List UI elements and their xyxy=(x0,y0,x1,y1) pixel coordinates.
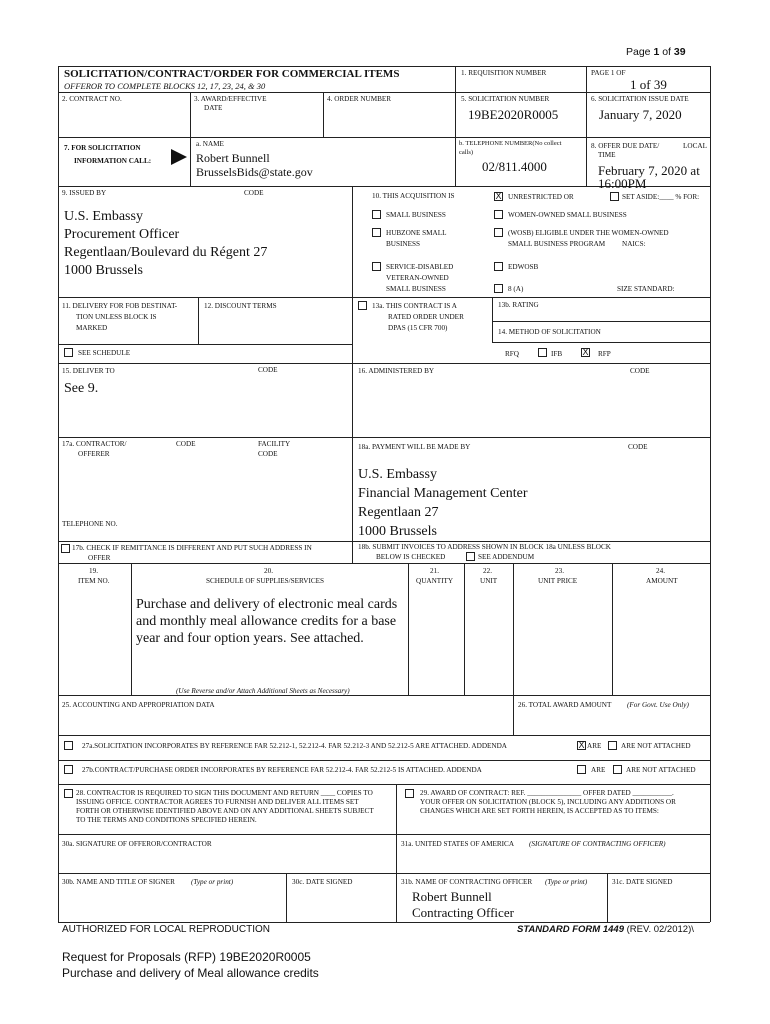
29-line-3: CHANGES WHICH ARE SET FORTH HEREIN, IS ACCEPTED AS TO ITEMS: xyxy=(420,807,659,815)
local-reproduction: AUTHORIZED FOR LOCAL REPRODUCTION xyxy=(62,924,270,935)
date-signed-label: 30c. DATE SIGNED xyxy=(292,878,353,886)
27b-are-label: ARE xyxy=(591,766,606,774)
offer-due-time: TIME xyxy=(598,151,616,159)
payment-code-label: CODE xyxy=(628,443,648,451)
co-signature-label: (SIGNATURE OF CONTRACTING OFFICER) xyxy=(529,840,666,848)
women-owned-checkbox[interactable] xyxy=(494,210,503,219)
hubzone-label-2: BUSINESS xyxy=(386,240,420,248)
27a-not-checkbox[interactable] xyxy=(608,741,617,750)
administered-by-label: 16. ADMINISTERED BY xyxy=(358,367,435,375)
size-standard-label: SIZE STANDARD: xyxy=(617,285,675,293)
col-amount: AMOUNT xyxy=(646,577,678,585)
delivery-fob-label-3: MARKED xyxy=(76,324,108,332)
see-schedule-checkbox[interactable] xyxy=(64,348,73,357)
issuer-line-2: Procurement Officer xyxy=(64,227,180,242)
contractor-code-label: CODE xyxy=(176,440,196,448)
unrestricted-checkbox[interactable]: X xyxy=(495,191,502,201)
col-quantity: QUANTITY xyxy=(416,577,454,585)
solicitation-date-value: January 7, 2020 xyxy=(599,107,682,122)
col-21-num: 21. xyxy=(430,567,439,575)
rfp-label: RFP xyxy=(598,350,611,358)
payment-line-1: U.S. Embassy xyxy=(358,467,437,482)
col-23-num: 23. xyxy=(555,567,564,575)
co-type-label: (Type or print) xyxy=(545,878,588,886)
27b-not-label: ARE NOT ATTACHED xyxy=(626,766,696,774)
issued-code-label: CODE xyxy=(244,189,264,197)
issuer-line-3: Regentlaan/Boulevard du Régent 27 xyxy=(64,245,268,260)
discount-terms-label: 12. DISCOUNT TERMS xyxy=(204,302,277,310)
contact-email: BrusselsBids@state.gov xyxy=(196,165,313,179)
sdvosb-label-2: VETERAN-OWNED xyxy=(386,274,449,282)
28-line-1: 28. CONTRACTOR IS REQUIRED TO SIGN THIS DOCUMENT AND RETURN ____ COPIES TO xyxy=(76,789,373,797)
wosb-checkbox[interactable] xyxy=(494,228,503,237)
wosb-label: (WOSB) ELIGIBLE UNDER THE WOMEN-OWNED xyxy=(508,229,669,237)
name-label: a. NAME xyxy=(196,140,224,148)
naics-label: NAICS: xyxy=(622,240,646,248)
offeror-signature-label: 30a. SIGNATURE OF OFFEROR/CONTRACTOR xyxy=(62,840,212,848)
facility-code-label: CODE xyxy=(258,450,278,458)
telephone-no-label: TELEPHONE NO. xyxy=(62,520,118,528)
award-date-label: 3. AWARD/EFFECTIVE xyxy=(194,95,267,103)
remittance-checkbox[interactable] xyxy=(61,544,70,553)
facility-label: FACILITY xyxy=(258,440,291,448)
item-description-3: year and four option years. See attached. xyxy=(136,631,364,646)
28-line-3: FORTH OR OTHERWISE IDENTIFIED ABOVE AND ON ANY ADDITIONAL SHEETS SUBJECT xyxy=(76,807,374,815)
edwosb-checkbox[interactable] xyxy=(494,262,503,271)
form-number: STANDARD FORM 1449 (REV. 02/2012)\ xyxy=(517,924,694,935)
29-checkbox[interactable] xyxy=(405,789,414,798)
edwosb-label: EDWOSB xyxy=(508,263,539,271)
invoices-label-2: BELOW IS CHECKED xyxy=(376,553,446,561)
contracting-officer-name: Robert Bunnell xyxy=(412,889,492,904)
telephone-label: b. TELEPHONE NUMBER(No collect xyxy=(459,140,562,147)
8a-checkbox[interactable] xyxy=(494,284,503,293)
27a-not-label: ARE NOT ATTACHED xyxy=(621,742,691,750)
contractor-label: 17a. CONTRACTOR/ xyxy=(62,440,127,448)
administered-code-label: CODE xyxy=(630,367,650,375)
deliver-to-value: See 9. xyxy=(64,381,99,396)
issuer-line-1: U.S. Embassy xyxy=(64,209,143,224)
28-checkbox[interactable] xyxy=(64,789,73,798)
29-line-1: 29. AWARD OF CONTRACT: REF. _______________ OFFER DATED ___________. xyxy=(420,789,674,797)
small-business-label: SMALL BUSINESS xyxy=(386,211,446,219)
rfp-footer: Request for Proposals (RFP) 19BE2020R0005 xyxy=(62,950,311,964)
page-counter: Page 1 of 39 xyxy=(626,46,686,58)
sdvosb-checkbox[interactable] xyxy=(372,262,381,271)
hubzone-label: HUBZONE SMALL xyxy=(386,229,447,237)
27b-are-checkbox[interactable] xyxy=(577,765,586,774)
offer-due-local: LOCAL xyxy=(683,142,707,150)
deliver-to-label: 15. DELIVER TO xyxy=(62,367,115,375)
col-19-num: 19. xyxy=(89,567,98,575)
accounting-label: 25. ACCOUNTING AND APPROPRIATION DATA xyxy=(62,701,215,709)
remittance-label-2: OFFER xyxy=(88,554,111,562)
solicitation-no-label: 5. SOLICITATION NUMBER xyxy=(461,95,550,103)
deliver-code-label: CODE xyxy=(258,366,278,374)
col-schedule: SCHEDULE OF SUPPLIES/SERVICES xyxy=(206,577,325,585)
rating-label: 13b. RATING xyxy=(498,301,539,309)
wosb-label-2: SMALL BUSINESS PROGRAM xyxy=(508,240,606,248)
27b-not-checkbox[interactable] xyxy=(613,765,622,774)
issuer-line-4: 1000 Brussels xyxy=(64,263,143,278)
set-aside-label: SET ASIDE:____ % FOR: xyxy=(622,193,700,201)
telephone-value: 02/811.4000 xyxy=(482,159,547,174)
sdvosb-label-3: SMALL BUSINESS xyxy=(386,285,446,293)
acquisition-label: 10. THIS ACQUISITION IS xyxy=(372,192,455,200)
offer-due-value-2: 16:00PM xyxy=(598,176,647,191)
info-call-label: 7. FOR SOLICITATION xyxy=(64,144,141,152)
payment-line-3: Regentlaan 27 xyxy=(358,505,439,520)
method-label: 14. METHOD OF SOLICITATION xyxy=(498,328,601,336)
co-name-label: 31b. NAME OF CONTRACTING OFFICER xyxy=(401,878,533,886)
ifb-checkbox[interactable] xyxy=(538,348,547,357)
issued-by-label: 9. ISSUED BY xyxy=(62,189,107,197)
contract-no-label: 2. CONTRACT NO. xyxy=(62,95,122,103)
solicitation-no-value: 19BE2020R0005 xyxy=(468,107,559,122)
hubzone-checkbox[interactable] xyxy=(372,228,381,237)
women-owned-label: WOMEN-OWNED SMALL BUSINESS xyxy=(508,211,627,219)
rfq-label: RFQ xyxy=(505,350,519,358)
contracting-officer-title: Contracting Officer xyxy=(412,905,514,920)
col-unit: UNIT xyxy=(480,577,498,585)
set-aside-checkbox[interactable] xyxy=(610,192,619,201)
rated-order-label: 13a. THIS CONTRACT IS A xyxy=(372,302,457,310)
total-award-label: 26. TOTAL AWARD AMOUNT xyxy=(518,701,612,709)
payment-line-2: Financial Management Center xyxy=(358,486,528,501)
solicitation-date-label: 6. SOLICITATION ISSUE DATE xyxy=(591,95,689,103)
page-of-value: 1 of 39 xyxy=(630,77,667,92)
telephone-label-2: calls) xyxy=(459,149,474,156)
col-item-no: ITEM NO. xyxy=(78,577,110,585)
arrow-right-icon xyxy=(171,149,187,165)
27a-are-label: ARE xyxy=(587,742,602,750)
8a-label: 8 (A) xyxy=(508,285,524,293)
purchase-footer: Purchase and delivery of Meal allowance credits xyxy=(62,966,319,980)
small-business-checkbox[interactable] xyxy=(372,210,381,219)
usa-label: 31a. UNITED STATES OF AMERICA xyxy=(401,840,515,848)
col-24-num: 24. xyxy=(656,567,665,575)
see-addendum-checkbox[interactable] xyxy=(466,552,475,561)
item-description-1: Purchase and delivery of electronic meal cards xyxy=(136,597,398,612)
rated-order-label-2: RATED ORDER UNDER xyxy=(388,313,464,321)
delivery-fob-label: 11. DELIVERY FOR FOB DESTINAT- xyxy=(62,302,178,310)
offer-due-label: 8. OFFER DUE DATE/ xyxy=(591,142,660,150)
28-line-2: ISSUING OFFICE. CONTRACTOR AGREES TO FURNISH AND DELIVER ALL ITEMS SET xyxy=(76,798,359,806)
col-unit-price: UNIT PRICE xyxy=(538,577,578,585)
contact-name: Robert Bunnell xyxy=(196,151,270,165)
see-schedule-label: SEE SCHEDULE xyxy=(78,349,131,357)
form-title: SOLICITATION/CONTRACT/ORDER FOR COMMERCIAL ITEMS xyxy=(64,68,400,80)
contractor-label-2: OFFERER xyxy=(78,450,110,458)
payment-label: 18a. PAYMENT WILL BE MADE BY xyxy=(358,443,471,451)
ifb-label: IFB xyxy=(551,350,563,358)
signer-name-label: 30b. NAME AND TITLE OF SIGNER xyxy=(62,878,175,886)
rfp-checkbox[interactable]: X xyxy=(582,347,589,357)
29-line-2: YOUR OFFER ON SOLICITATION (BLOCK 5), INCLUDING ANY ADDITIONS OR xyxy=(420,798,676,806)
govt-use-label: (For Govt. Use Only) xyxy=(627,701,689,709)
invoices-label: 18b. SUBMIT INVOICES TO ADDRESS SHOWN IN BLOCK 18a UNLESS BLOCK xyxy=(358,543,611,551)
col-20-num: 20. xyxy=(264,567,273,575)
27b-label: 27b.CONTRACT/PURCHASE ORDER INCORPORATES BY REFERENCE FAR 52.212-4. FAR 52.212-5 IS ATTACHED. ADDENDA xyxy=(82,766,482,774)
27a-are-checkbox[interactable]: X xyxy=(578,740,585,750)
see-addendum-label: SEE ADDENDUM xyxy=(478,553,535,561)
offer-due-value: February 7, 2020 at xyxy=(598,163,700,178)
27a-checkbox[interactable] xyxy=(64,741,73,750)
signer-type-label: (Type or print) xyxy=(191,878,234,886)
page-of-label: PAGE 1 OF xyxy=(591,69,626,77)
order-no-label: 4. ORDER NUMBER xyxy=(327,95,392,103)
sdvosb-label: SERVICE-DISABLED xyxy=(386,263,454,271)
28-line-4: TO THE TERMS AND CONDITIONS SPECIFIED HEREIN. xyxy=(76,816,257,824)
remittance-label: 17b. CHECK IF REMITTANCE IS DIFFERENT AND PUT SUCH ADDRESS IN xyxy=(72,544,312,552)
form-subtitle: OFFEROR TO COMPLETE BLOCKS 12, 17, 23, 24, & 30 xyxy=(64,81,266,91)
award-date-label-2: DATE xyxy=(204,104,223,112)
delivery-fob-label-2: TION UNLESS BLOCK IS xyxy=(76,313,157,321)
col-22-num: 22. xyxy=(483,567,492,575)
27b-checkbox[interactable] xyxy=(64,765,73,774)
payment-line-4: 1000 Brussels xyxy=(358,524,437,539)
rated-order-checkbox[interactable] xyxy=(358,301,367,310)
unrestricted-label: UNRESTRICTED OR xyxy=(508,193,574,201)
27a-label: 27a.SOLICITATION INCORPORATES BY REFERENCE FAR 52.212-1, 52.212-4. FAR 52.212-3 AND 52.212-5 ARE ATTACHED. ADDENDA xyxy=(82,742,507,750)
co-date-signed-label: 31c. DATE SIGNED xyxy=(612,878,673,886)
rated-order-label-3: DPAS (15 CFR 700) xyxy=(388,324,448,332)
reverse-note: (Use Reverse and/or Attach Additional Sheets as Necessary) xyxy=(176,687,350,695)
item-description-2: and monthly meal allowance credits for a base xyxy=(136,614,397,629)
requisition-label: 1. REQUISITION NUMBER xyxy=(461,69,547,77)
info-call-label-2: INFORMATION CALL: xyxy=(74,157,152,165)
